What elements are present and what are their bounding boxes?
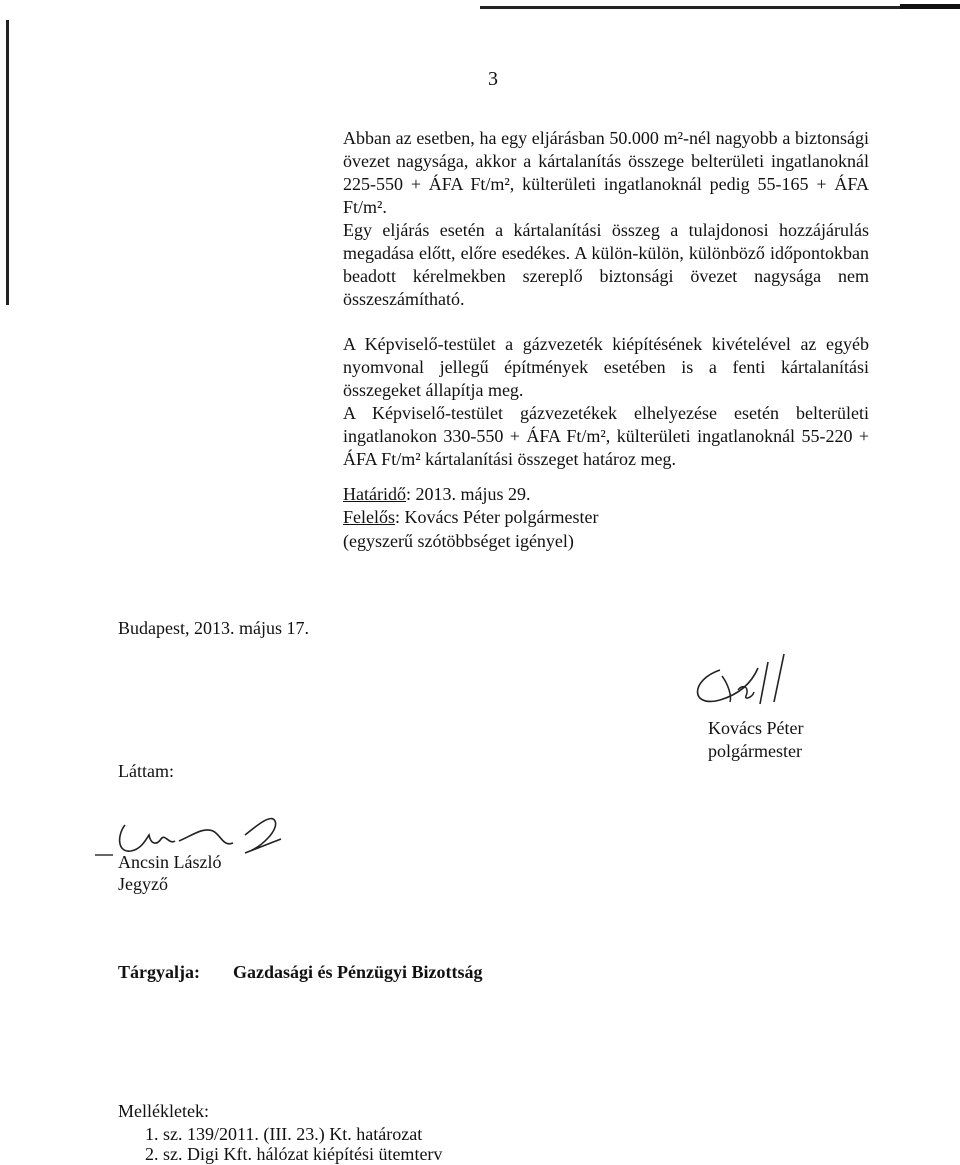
scan-edge-left <box>6 20 9 305</box>
scan-edge-top <box>480 6 960 9</box>
seen-label: Láttam: <box>118 761 174 781</box>
deadline-value: : 2013. május 29. <box>405 484 531 504</box>
discussed-label: Tárgyalja: <box>118 962 200 982</box>
responsible-label: Felelős <box>343 507 395 527</box>
deadline-label: Határidő <box>343 484 406 504</box>
vote-note: (egyszerű szótöbbséget igényel) <box>343 531 574 551</box>
mayor-name: Kovács Péter <box>708 718 804 738</box>
mayor-title: polgármester <box>708 741 802 761</box>
paragraph-compensation-large <box>343 127 869 311</box>
attachments-title: Mellékletek: <box>118 1101 209 1121</box>
attachment-item-2: 2. sz. Digi Kft. hálózat kiépítési ütemterv <box>145 1144 443 1164</box>
paragraph-4: A Képviselő-testület gázvezetékek elhelyezése esetén belterületi ingatlanokon 330-550 + ÁFA Ft/m², külterületi ingatlanoknál 55-220 + ÁFA Ft/m² kártalanítási összeget határoz meg. <box>343 403 869 469</box>
place-date: Budapest, 2013. május 17. <box>118 618 309 638</box>
deadline-line <box>343 484 530 505</box>
scan-edge-top-right <box>900 4 960 9</box>
notary-signature <box>95 805 295 885</box>
notary-name: Ancsin László <box>118 852 222 872</box>
attachment-item-1: 1. sz. 139/2011. (III. 23.) Kt. határozat <box>145 1124 423 1144</box>
page-number: 3 <box>488 68 498 90</box>
paragraph-3: A Képviselő-testület a gázvezeték kiépítésének kivételével az egyéb nyomvonal jellegű építmények esetében is a fenti kártalanítási összegeket állapítja meg. <box>343 334 869 400</box>
paragraph-2: Egy eljárás esetén a kártalanítási összeg a tulajdonosi hozzájárulás megadása előtt, előre esedékes. A külön-külön, különböző időpontokban beadott kérelmekben szereplő biztonsági övezet nagysága nem összeszámítható. <box>343 220 869 309</box>
mayor-signature <box>680 640 810 720</box>
responsible-value: : Kovács Péter polgármester <box>395 507 599 527</box>
responsible-line <box>343 507 598 528</box>
notary-title: Jegyző <box>118 874 168 894</box>
paragraph-other-structures <box>343 333 869 471</box>
discussed-committee: Gazdasági és Pénzügyi Bizottság <box>233 962 483 982</box>
paragraph-1: Abban az esetben, ha egy eljárásban 50.000 m²-nél nagyobb a biztonsági övezet nagysága, akkor a kártalanítás összege belterületi ingatlanoknál 225-550 + ÁFA Ft/m², külterületi ingatlanoknál pedig 55-165 + ÁFA Ft/m². <box>343 128 869 217</box>
